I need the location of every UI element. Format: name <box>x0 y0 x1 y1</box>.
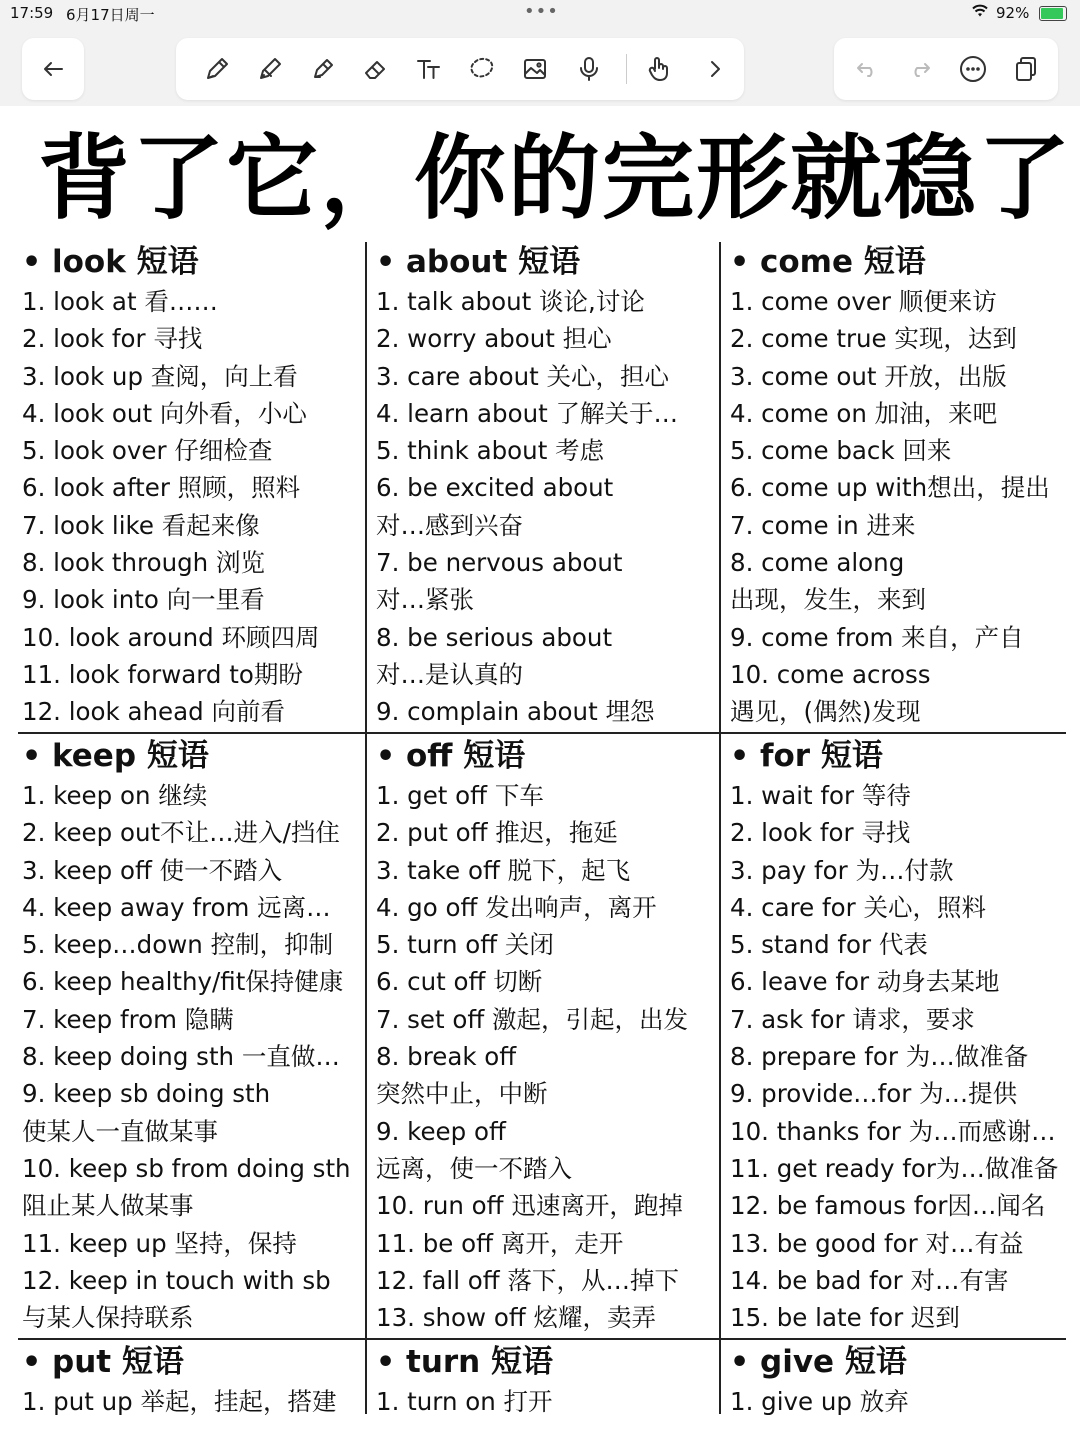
section-off <box>376 736 688 1336</box>
list-item: 12. look ahead 向前看 <box>22 697 285 727</box>
list-item: 1. put up 举起，挂起，搭建 <box>22 1387 337 1416</box>
list-item: 8. prepare for 为…做准备 <box>730 1042 1029 1072</box>
list-item: 9. complain about 埋怨 <box>376 697 655 727</box>
list-item: 12. fall off 落下，从…掉下 <box>376 1265 679 1295</box>
list-item: 4. look out 向外看，小心 <box>22 398 307 428</box>
list-item: 11. keep up 坚持，保持 <box>22 1228 297 1258</box>
section-heading: • come 短语 <box>730 244 926 280</box>
list-item: 6. keep healthy/fit保持健康 <box>22 967 344 997</box>
section-come <box>730 242 1050 731</box>
toolbar-separator <box>626 54 627 84</box>
list-item: 1. come over 顺便来访 <box>730 287 997 316</box>
lasso-icon[interactable] <box>465 52 499 86</box>
list-item: 3. come out 开放，出版 <box>730 361 1007 391</box>
list-item: 7. be nervous about <box>376 548 623 578</box>
actions-pill <box>834 38 1058 100</box>
list-item: 9. look into 向一里看 <box>22 585 265 615</box>
phrase-grid <box>18 242 1066 1414</box>
section-about <box>376 242 678 731</box>
list-item: 阻止某人做某事 <box>22 1191 194 1221</box>
text-tool-icon[interactable] <box>412 52 446 86</box>
back-pill <box>22 38 84 100</box>
list-item: 1. keep on 继续 <box>22 781 208 810</box>
list-item: 9. come from 来自，产自 <box>730 622 1024 652</box>
microphone-icon[interactable] <box>572 52 606 86</box>
section-for <box>730 736 1058 1336</box>
list-item: 3. look up 查阅，向上看 <box>22 361 298 391</box>
list-item: 遇见，(偶然)发现 <box>730 697 921 727</box>
list-item: 2. look for 寻找 <box>22 324 203 354</box>
pages-icon[interactable] <box>1009 52 1043 86</box>
tools-pill <box>176 38 744 100</box>
list-item: 2. come true 实现，达到 <box>730 324 1017 354</box>
undo-icon[interactable] <box>850 52 884 86</box>
list-item: 1. look at 看…… <box>22 287 218 316</box>
list-item: 10. run off 迅速离开，跑掉 <box>376 1191 683 1221</box>
image-icon[interactable] <box>518 52 552 86</box>
section-heading: • put 短语 <box>22 1344 184 1380</box>
more-icon[interactable] <box>956 52 990 86</box>
list-item: 15. be late for 迟到 <box>730 1303 960 1333</box>
list-item: 对…紧张 <box>376 585 474 615</box>
list-item: 6. look after 照顾，照料 <box>22 473 301 503</box>
list-item: 2. worry about 担心 <box>376 324 612 354</box>
section-give <box>730 1342 909 1420</box>
battery-icon <box>1039 6 1067 21</box>
list-item: 7. keep from 隐瞒 <box>22 1004 234 1034</box>
list-item: 5. come back 回来 <box>730 436 952 466</box>
list-item: 10. come across <box>730 659 931 689</box>
list-item: 1. wait for 等待 <box>730 781 911 810</box>
list-item: 5. think about 考虑 <box>376 436 605 466</box>
list-item: 3. keep off 使一不踏入 <box>22 855 283 885</box>
page-title: 背了它，你的完形就稳了 <box>38 125 1073 232</box>
section-heading: • keep 短语 <box>22 738 209 774</box>
list-item: 对…是认真的 <box>376 659 523 689</box>
list-item: 11. be off 离开，走开 <box>376 1228 624 1258</box>
list-item: 6. cut off 切断 <box>376 967 543 997</box>
chevron-right-icon[interactable] <box>698 52 732 86</box>
section-heading: • for 短语 <box>730 738 883 774</box>
list-item: 7. come in 进来 <box>730 510 916 540</box>
list-item: 对…感到兴奋 <box>376 510 523 540</box>
list-item: 2. put off 推迟，拖延 <box>376 818 618 848</box>
pen-icon[interactable] <box>200 52 234 86</box>
list-item: 3. take off 脱下，起飞 <box>376 855 631 885</box>
list-item: 4. learn about 了解关于… <box>376 398 678 428</box>
section-heading: • give 短语 <box>730 1344 907 1380</box>
list-item: 4. come on 加油，来吧 <box>730 398 998 428</box>
list-item: 10. look around 环顾四周 <box>22 622 320 652</box>
hand-touch-icon[interactable] <box>642 52 676 86</box>
list-item: 出现，发生，来到 <box>730 585 926 615</box>
section-heading: • turn 短语 <box>376 1344 554 1380</box>
list-item: 4. keep away from 远离… <box>22 892 331 922</box>
list-item: 8. come along <box>730 548 905 578</box>
column-divider <box>365 242 367 1414</box>
list-item: 7. ask for 请求，要求 <box>730 1004 975 1034</box>
list-item: 9. keep sb doing sth <box>22 1079 271 1109</box>
list-item: 突然中止，中断 <box>376 1079 548 1109</box>
list-item: 6. leave for 动身去某地 <box>730 967 1000 997</box>
list-item: 8. be serious about <box>376 622 613 652</box>
status-bar <box>0 0 1080 28</box>
section-put <box>22 1342 337 1420</box>
column-divider <box>719 242 721 1414</box>
list-item: 远离，使一不踏入 <box>376 1153 572 1183</box>
list-item: 使某人一直做某事 <box>22 1116 218 1146</box>
list-item: 10. keep sb from doing sth <box>22 1153 351 1183</box>
list-item: 4. care for 关心，照料 <box>730 892 987 922</box>
list-item: 5. stand for 代表 <box>730 930 928 960</box>
section-look <box>22 242 319 731</box>
row-divider <box>18 732 1066 734</box>
list-item: 8. keep doing sth 一直做… <box>22 1042 340 1072</box>
list-item: 3. pay for 为…付款 <box>730 855 954 885</box>
list-item: 12. keep in touch with sb <box>22 1265 331 1295</box>
list-item: 2. look for 寻找 <box>730 818 911 848</box>
pencil-icon[interactable] <box>253 52 287 86</box>
multitask-dots[interactable]: ••• <box>524 1 559 22</box>
status-date: 6月17日周一 <box>66 6 155 24</box>
list-item: 9. keep off <box>376 1116 506 1146</box>
back-arrow-icon[interactable] <box>36 52 70 86</box>
list-item: 7. set off 激起，引起，出发 <box>376 1004 689 1034</box>
list-item: 8. break off <box>376 1042 517 1072</box>
list-item: 1. talk about 谈论,讨论 <box>376 287 645 316</box>
list-item: 11. get ready for为…做准备 <box>730 1153 1059 1183</box>
list-item: 与某人保持联系 <box>22 1303 194 1333</box>
list-item: 12. be famous for因…闻名 <box>730 1191 1046 1221</box>
list-item: 6. come up with想出，提出 <box>730 473 1050 503</box>
battery-percent: 92% <box>996 4 1030 22</box>
list-item: 5. turn off 关闭 <box>376 930 554 960</box>
marker-icon[interactable] <box>306 52 340 86</box>
list-item: 1. give up 放弃 <box>730 1387 909 1416</box>
list-item: 2. keep out不让…进入/挡住 <box>22 818 340 848</box>
wifi-icon <box>972 4 988 22</box>
section-keep <box>22 736 351 1336</box>
list-item: 5. keep…down 控制，抑制 <box>22 930 334 960</box>
list-item: 7. look like 看起来像 <box>22 510 260 540</box>
section-heading: • off 短语 <box>376 738 526 774</box>
list-item: 11. look forward to期盼 <box>22 659 303 689</box>
eraser-icon[interactable] <box>359 52 393 86</box>
list-item: 5. look over 仔细检查 <box>22 436 273 466</box>
section-turn <box>376 1342 553 1420</box>
list-item: 9. provide…for 为…提供 <box>730 1079 1018 1109</box>
list-item: 6. be excited about <box>376 473 614 503</box>
list-item: 14. be bad for 对…有害 <box>730 1265 1009 1295</box>
list-item: 3. care about 关心，担心 <box>376 361 670 391</box>
section-heading: • look 短语 <box>22 244 199 280</box>
list-item: 10. thanks for 为…而感谢… <box>730 1116 1056 1146</box>
list-item: 8. look through 浏览 <box>22 548 265 578</box>
list-item: 13. show off 炫耀，卖弄 <box>376 1303 657 1333</box>
redo-icon[interactable] <box>903 52 937 86</box>
list-item: 1. get off 下车 <box>376 781 544 810</box>
list-item: 1. turn on 打开 <box>376 1387 553 1416</box>
list-item: 4. go off 发出响声，离开 <box>376 892 657 922</box>
status-time: 17:59 <box>10 4 54 22</box>
list-item: 13. be good for 对…有益 <box>730 1228 1024 1258</box>
row-divider <box>18 1338 1066 1340</box>
section-heading: • about 短语 <box>376 244 581 280</box>
